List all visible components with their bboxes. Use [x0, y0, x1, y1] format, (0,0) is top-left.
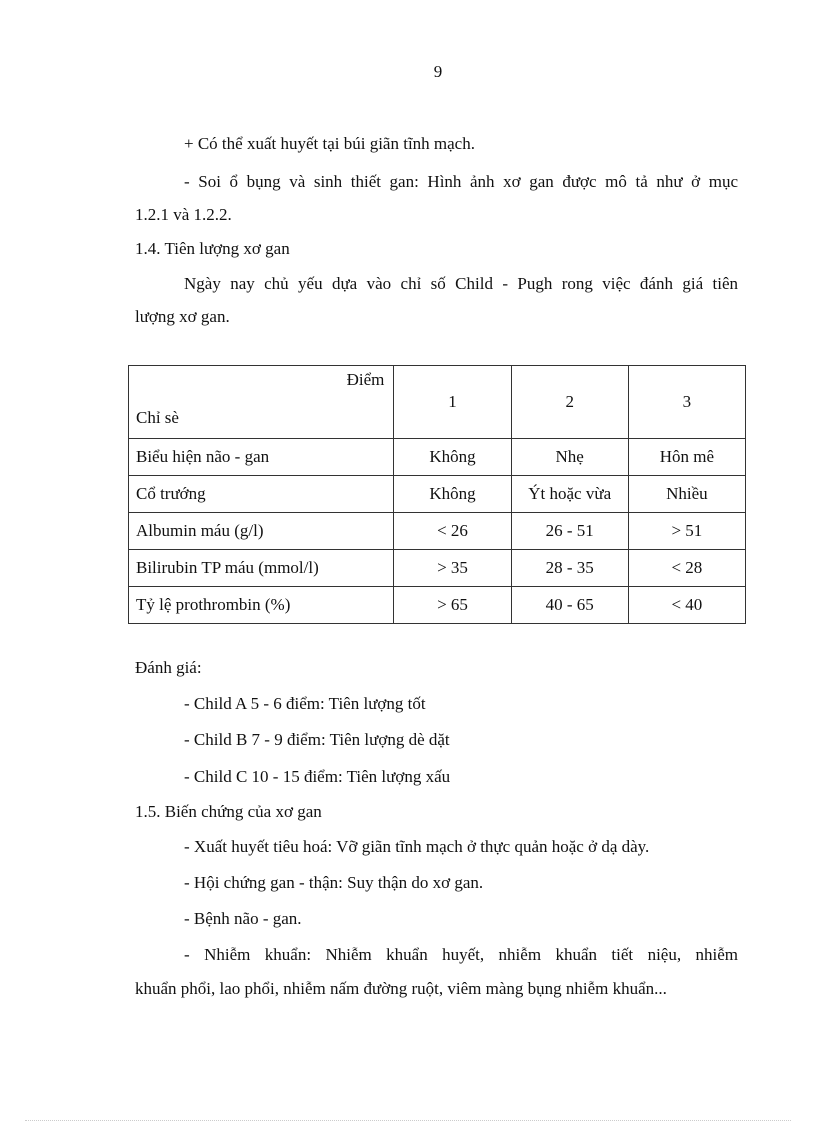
- header-col-2: 2: [511, 366, 628, 439]
- paragraph-child-pugh-line2: lượng xơ gan.: [135, 307, 230, 326]
- table-header-row: [129, 366, 746, 439]
- complication-infection-line2: khuẩn phổi, lao phổi, nhiễm nấm đường ruột, viêm màng bụng nhiễm khuẩn...: [135, 979, 667, 998]
- heading-complications: 1.5. Biến chứng của xơ gan: [135, 802, 322, 821]
- evaluation-title: Đánh giá:: [135, 658, 202, 677]
- row-cell: < 40: [628, 587, 745, 624]
- paragraph-laparoscopy-line1: - Soi ổ bụng và sinh thiết gan: Hình ảnh xơ gan được mô tả như ở mục: [184, 172, 738, 191]
- heading-prognosis: 1.4. Tiên lượng xơ gan: [135, 239, 290, 258]
- row-cell: > 51: [628, 513, 745, 550]
- header-index-label: Chỉ sè: [136, 408, 179, 427]
- row-label: Bilirubin TP máu (mmol/l): [129, 550, 394, 587]
- paragraph-laparoscopy-line2: 1.2.1 và 1.2.2.: [135, 205, 232, 224]
- table-row: [129, 513, 746, 550]
- table-row: [129, 439, 746, 476]
- row-label: Tỷ lệ prothrombin (%): [129, 587, 394, 624]
- paragraph-child-pugh-line1: Ngày nay chủ yếu dựa vào chỉ số Child - Pugh rong việc đánh giá tiên: [184, 274, 738, 293]
- row-label: Albumin máu (g/l): [129, 513, 394, 550]
- row-cell: Nhiều: [628, 476, 745, 513]
- complication-bleeding: - Xuất huyết tiêu hoá: Vỡ giãn tĩnh mạch ở thực quản hoặc ở dạ dày.: [184, 837, 650, 856]
- row-cell: 40 - 65: [511, 587, 628, 624]
- page-bottom-divider: [25, 1120, 791, 1121]
- row-label: Cổ trướng: [129, 476, 394, 513]
- header-col-3: 3: [628, 366, 745, 439]
- table-header-diagonal-cell: [129, 366, 394, 439]
- row-cell: Nhẹ: [511, 439, 628, 476]
- complication-encephalopathy: - Bệnh não - gan.: [184, 909, 302, 928]
- complication-hepatorenal: - Hội chứng gan - thận: Suy thận do xơ gan.: [184, 873, 484, 892]
- evaluation-item-b: - Child B 7 - 9 điểm: Tiên lượng dè dặt: [184, 730, 450, 749]
- row-cell: Không: [394, 439, 511, 476]
- table-row: [129, 550, 746, 587]
- row-cell: > 65: [394, 587, 511, 624]
- evaluation-item-c: - Child C 10 - 15 điểm: Tiên lượng xấu: [184, 767, 451, 786]
- row-cell: > 35: [394, 550, 511, 587]
- row-cell: 26 - 51: [511, 513, 628, 550]
- paragraph-varices-bleeding: + Có thể xuất huyết tại búi giãn tĩnh mạch.: [184, 134, 475, 153]
- row-cell: Không: [394, 476, 511, 513]
- child-pugh-table: [128, 365, 746, 624]
- row-cell: < 28: [628, 550, 745, 587]
- complication-infection-line1: - Nhiễm khuẩn: Nhiễm khuẩn huyết, nhiễm khuẩn tiết niệu, nhiễm: [184, 945, 738, 964]
- table-row: [129, 476, 746, 513]
- header-score-label: Điểm: [346, 370, 385, 389]
- table-row: [129, 587, 746, 624]
- row-label: Biểu hiện não - gan: [129, 439, 394, 476]
- row-cell: Ýt hoặc vừa: [511, 476, 628, 513]
- page-number: 9: [433, 62, 443, 81]
- evaluation-item-a: - Child A 5 - 6 điểm: Tiên lượng tốt: [184, 694, 426, 713]
- row-cell: < 26: [394, 513, 511, 550]
- row-cell: Hôn mê: [628, 439, 745, 476]
- row-cell: 28 - 35: [511, 550, 628, 587]
- header-col-1: 1: [394, 366, 511, 439]
